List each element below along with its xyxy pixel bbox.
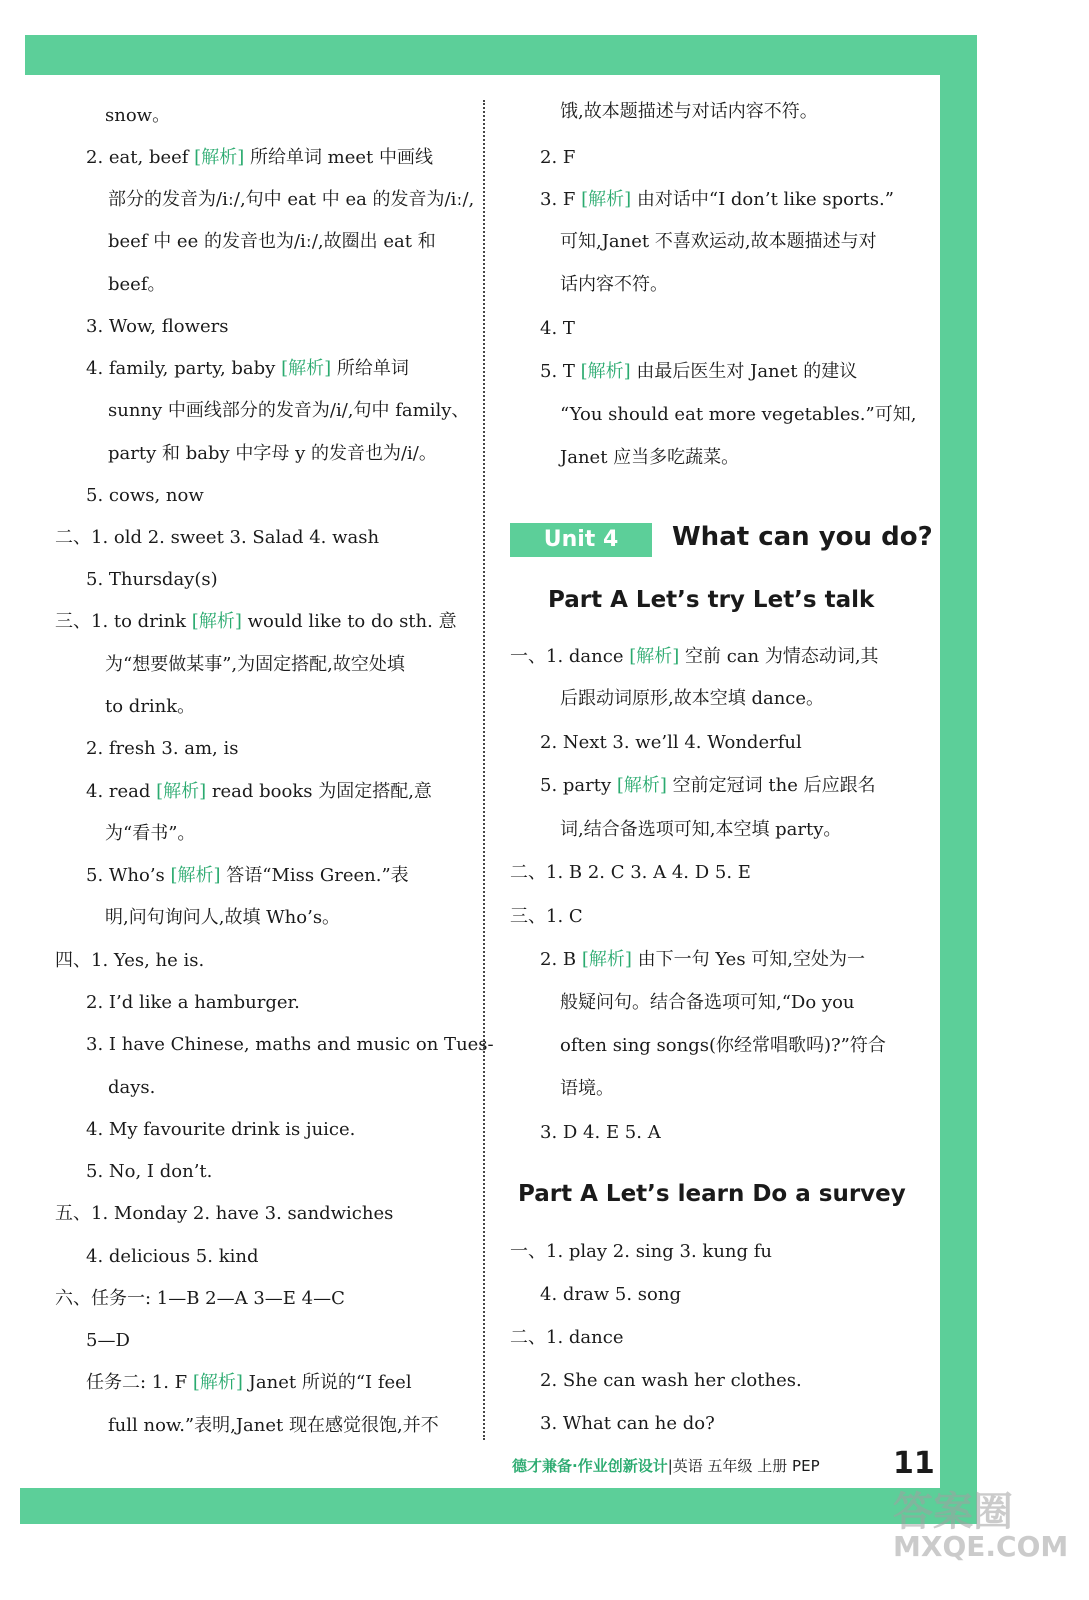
- right-answer-line: 话内容不符。: [560, 274, 668, 295]
- right-answer-line: 般疑问句。结合备选项可知,“Do you: [560, 992, 855, 1013]
- right-answer-line: 4. T: [540, 318, 575, 339]
- unit-label: Unit 4: [510, 523, 652, 557]
- right-answer-line: Janet 应当多吃蔬菜。: [560, 447, 740, 468]
- left-answer-line: 部分的发音为/iː/,句中 eat 中 ea 的发音为/iː/,: [108, 189, 475, 210]
- right-answer-line: 4. draw 5. song: [540, 1284, 681, 1305]
- right-answer-line: 2. F: [540, 147, 576, 168]
- left-answer-line: 三、1. to drink [解析] would like to do sth. 意: [55, 611, 457, 632]
- footer-book-info: |英语 五年级 上册 PEP: [667, 1457, 820, 1475]
- left-answer-line: 2. fresh 3. am, is: [86, 738, 239, 759]
- right-answer-line: 可知,Janet 不喜欢运动,故本题描述与对: [560, 231, 877, 252]
- analysis-tag: [解析]: [194, 147, 245, 168]
- right-answer-line: 2. B [解析] 由下一句 Yes 可知,空处为一: [540, 949, 865, 970]
- watermark-url: MXQE.COM: [893, 1530, 1069, 1563]
- left-answer-line: party 和 baby 中字母 y 的发音也为/i/。: [108, 443, 437, 464]
- footer-brand: 德才兼备·作业创新设计: [512, 1457, 668, 1475]
- right-answer-line: 语境。: [560, 1078, 614, 1099]
- right-answer-line: 三、1. C: [510, 906, 583, 927]
- right-answer-line: 3. D 4. E 5. A: [540, 1122, 661, 1143]
- right-answer-line: 一、1. play 2. sing 3. kung fu: [510, 1241, 773, 1262]
- left-answer-line: days.: [108, 1077, 156, 1098]
- right-answer-line: 3. What can he do?: [540, 1413, 715, 1434]
- left-answer-line: 5. Who’s [解析] 答语“Miss Green.”表: [86, 865, 409, 886]
- left-answer-line: 六、任务一: 1—B 2—A 3—E 4—C: [55, 1288, 345, 1309]
- left-answer-line: 2. eat, beef [解析] 所给单词 meet 中画线: [86, 147, 433, 168]
- analysis-tag: [解析]: [156, 781, 207, 802]
- left-answer-line: 明,问句询问人,故填 Who’s。: [105, 907, 341, 928]
- right-answer-line: 2. She can wash her clothes.: [540, 1370, 802, 1391]
- left-answer-line: 5. No, I don’t.: [86, 1161, 213, 1182]
- right-answer-line: 5. T [解析] 由最后医生对 Janet 的建议: [540, 361, 858, 382]
- left-answer-line: 3. I have Chinese, maths and music on Tues-: [86, 1034, 494, 1055]
- analysis-tag: [解析]: [281, 358, 332, 379]
- watermark-logo: 答案圈: [893, 1489, 1013, 1535]
- left-answer-line: full now.”表明,Janet 现在感觉很饱,并不: [108, 1415, 439, 1436]
- right-answer-line: 后跟动词原形,故本空填 dance。: [560, 688, 825, 709]
- part-heading-try-talk: Part A Let’s try Let’s talk: [548, 587, 875, 613]
- right-border-band: [940, 35, 977, 1495]
- part-heading-learn-survey: Part A Let’s learn Do a survey: [518, 1181, 906, 1207]
- left-answer-line: 5. Thursday(s): [86, 569, 218, 590]
- left-answer-line: sunny 中画线部分的发音为/i/,句中 family、: [108, 400, 470, 421]
- left-answer-line: 4. family, party, baby [解析] 所给单词: [86, 358, 409, 379]
- bottom-border-band: [20, 1488, 977, 1524]
- left-answer-line: 4. delicious 5. kind: [86, 1246, 259, 1267]
- left-answer-line: 为“看书”。: [105, 823, 196, 844]
- right-answer-line: 饿,故本题描述与对话内容不符。: [560, 101, 818, 122]
- analysis-tag: [解析]: [581, 949, 632, 970]
- right-answer-line: 3. F [解析] 由对话中“I don’t like sports.”: [540, 189, 894, 210]
- left-answer-line: 为“想要做某事”,为固定搭配,故空处填: [105, 654, 405, 675]
- left-answer-line: 5—D: [86, 1330, 130, 1351]
- left-answer-line: beef 中 ee 的发音也为/iː/,故圈出 eat 和: [108, 231, 436, 252]
- right-answer-line: 二、1. dance: [510, 1327, 624, 1348]
- right-answer-line: 二、1. B 2. C 3. A 4. D 5. E: [510, 862, 751, 883]
- right-answer-line: “You should eat more vegetables.”可知,: [560, 404, 917, 425]
- right-answer-line: 词,结合备选项可知,本空填 party。: [560, 819, 842, 840]
- right-answer-line: 一、1. dance [解析] 空前 can 为情态动词,其: [510, 646, 879, 667]
- analysis-tag: [解析]: [192, 1372, 243, 1393]
- analysis-tag: [解析]: [616, 775, 667, 796]
- footer-text: [512, 1455, 820, 1476]
- left-answer-line: beef。: [108, 274, 166, 295]
- left-answer-line: 3. Wow, flowers: [86, 316, 229, 337]
- left-answer-line: 2. I’d like a hamburger.: [86, 992, 300, 1013]
- page-number: 11: [893, 1446, 935, 1481]
- left-answer-line: to drink。: [105, 696, 196, 717]
- left-answer-line: 4. read [解析] read books 为固定搭配,意: [86, 781, 432, 802]
- analysis-tag: [解析]: [581, 189, 632, 210]
- right-answer-line: 5. party [解析] 空前定冠词 the 后应跟名: [540, 775, 876, 796]
- left-answer-line: 4. My favourite drink is juice.: [86, 1119, 356, 1140]
- left-answer-line: 5. cows, now: [86, 485, 204, 506]
- analysis-tag: [解析]: [170, 865, 221, 886]
- top-border-band: [25, 35, 977, 75]
- column-divider: [483, 100, 485, 1440]
- analysis-tag: [解析]: [629, 646, 680, 667]
- right-answer-line: often sing songs(你经常唱歌吗)?”符合: [560, 1035, 886, 1056]
- left-answer-line: 四、1. Yes, he is.: [55, 950, 205, 971]
- left-answer-line: 二、1. old 2. sweet 3. Salad 4. wash: [55, 527, 380, 548]
- analysis-tag: [解析]: [580, 361, 631, 382]
- analysis-tag: [解析]: [191, 611, 242, 632]
- left-answer-line: 任务二: 1. F [解析] Janet 所说的“I feel: [86, 1372, 412, 1393]
- left-answer-line: 五、1. Monday 2. have 3. sandwiches: [55, 1203, 394, 1224]
- unit-title: What can you do?: [672, 522, 933, 552]
- left-answer-line: snow。: [105, 105, 171, 126]
- right-answer-line: 2. Next 3. we’ll 4. Wonderful: [540, 732, 802, 753]
